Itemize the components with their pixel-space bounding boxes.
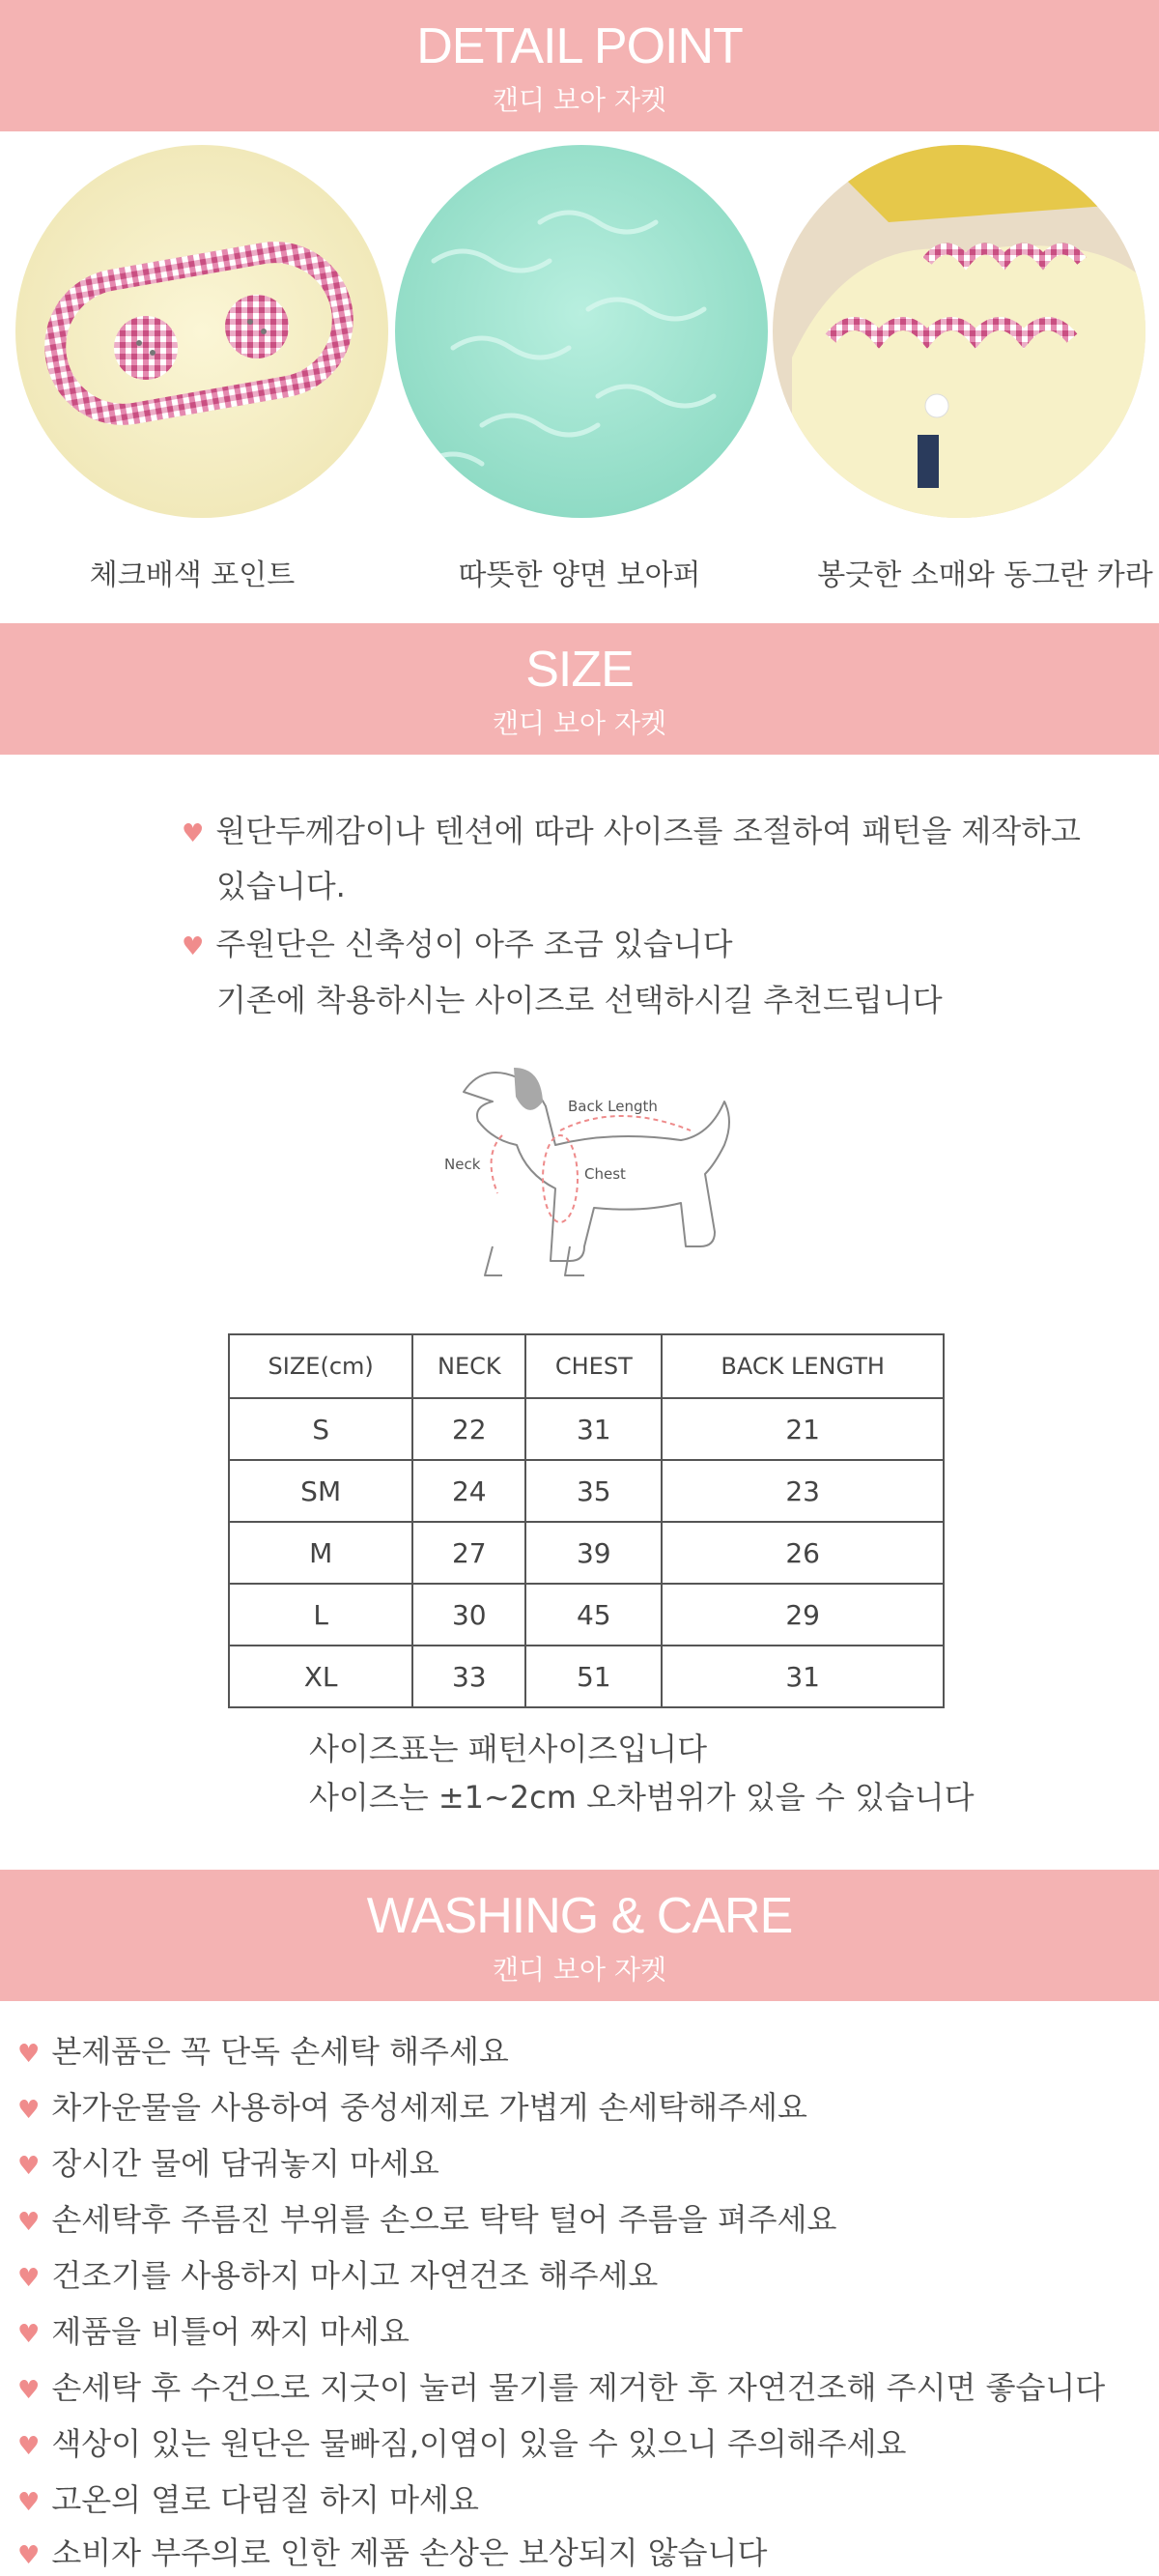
table-cell: 29 bbox=[662, 1584, 944, 1646]
header-chest: CHEST bbox=[525, 1334, 662, 1398]
detail-photo-fleece bbox=[395, 145, 768, 518]
header-back-length: BACK LENGTH bbox=[662, 1334, 944, 1398]
table-cell: 21 bbox=[662, 1398, 944, 1460]
table-cell: L bbox=[229, 1584, 412, 1646]
detail-point-title: DETAIL POINT bbox=[416, 18, 743, 74]
care-item: ♥ 장시간 물에 담궈놓지 마세요 bbox=[17, 2145, 439, 2182]
chest-label: Chest bbox=[584, 1165, 626, 1183]
table-cell: 24 bbox=[412, 1460, 525, 1522]
size-title: SIZE bbox=[525, 642, 634, 698]
table-cell: 26 bbox=[662, 1522, 944, 1584]
size-footnote-1: 사이즈표는 패턴사이즈입니다 bbox=[309, 1731, 708, 1767]
table-cell: XL bbox=[229, 1646, 412, 1707]
detail-point-header bbox=[0, 0, 1159, 131]
back-length-label: Back Length bbox=[568, 1098, 658, 1115]
table-cell: 22 bbox=[412, 1398, 525, 1460]
size-table bbox=[228, 1333, 945, 1708]
caption-check-trim: 체크배색 포인트 bbox=[89, 558, 296, 592]
table-cell: 33 bbox=[412, 1646, 525, 1707]
table-cell: 31 bbox=[525, 1398, 662, 1460]
heart-icon: ♥ bbox=[17, 2488, 41, 2517]
heart-icon: ♥ bbox=[17, 2208, 41, 2237]
heart-icon: ♥ bbox=[17, 2152, 41, 2181]
washing-care-title: WASHING & CARE bbox=[366, 1888, 793, 1944]
back-length-measure-line bbox=[560, 1116, 691, 1131]
table-row bbox=[229, 1398, 944, 1460]
size-table-header-row bbox=[229, 1334, 944, 1398]
heart-icon: ♥ bbox=[182, 819, 205, 848]
detail-photo-check-trim bbox=[15, 145, 388, 518]
size-note-2: ♥ 주원단은 신축성이 아주 조금 있습니다 bbox=[182, 926, 733, 962]
care-item: ♥ 본제품은 꼭 단독 손세탁 해주세요 bbox=[17, 2033, 509, 2070]
table-cell: S bbox=[229, 1398, 412, 1460]
size-note-1: ♥ 원단두께감이나 텐션에 따라 사이즈를 조절하여 패턴을 제작하고 bbox=[182, 813, 1081, 849]
size-note-1-cont: 있습니다. bbox=[216, 868, 346, 904]
size-subtitle: 캔디 보아 자켓 bbox=[492, 707, 667, 739]
header-size: SIZE(cm) bbox=[229, 1334, 412, 1398]
care-item: ♥ 색상이 있는 원단은 물빠짐,이염이 있을 수 있으니 주의해주세요 bbox=[17, 2425, 907, 2462]
heart-icon: ♥ bbox=[17, 2432, 41, 2461]
chest-measure-line bbox=[543, 1135, 578, 1222]
detail-photo-sleeve-collar bbox=[773, 145, 1145, 518]
care-item: ♥ 소비자 부주의로 인한 제품 손상은 보상되지 않습니다 bbox=[17, 2534, 768, 2571]
washing-care-header bbox=[0, 1870, 1159, 2001]
caption-fleece: 따뜻한 양면 보아퍼 bbox=[458, 558, 701, 592]
size-header bbox=[0, 623, 1159, 755]
table-cell: SM bbox=[229, 1460, 412, 1522]
washing-care-subtitle: 캔디 보아 자켓 bbox=[492, 1954, 667, 1986]
care-item: ♥ 고온의 열로 다림질 하지 마세요 bbox=[17, 2481, 479, 2518]
heart-icon: ♥ bbox=[17, 2320, 41, 2349]
detail-point-subtitle: 캔디 보아 자켓 bbox=[492, 84, 667, 116]
care-item: ♥ 차가운물을 사용하여 중성세제로 가볍게 손세탁해주세요 bbox=[17, 2089, 807, 2126]
table-cell: 23 bbox=[662, 1460, 944, 1522]
heart-icon: ♥ bbox=[17, 2541, 41, 2570]
dog-measurement-diagram bbox=[425, 1053, 753, 1295]
table-cell: 27 bbox=[412, 1522, 525, 1584]
heart-icon: ♥ bbox=[17, 2264, 41, 2293]
heart-icon: ♥ bbox=[182, 932, 205, 961]
care-item: ♥ 손세탁후 주름진 부위를 손으로 탁탁 털어 주름을 펴주세요 bbox=[17, 2201, 837, 2238]
heart-icon: ♥ bbox=[17, 2376, 41, 2405]
table-row bbox=[229, 1646, 944, 1707]
table-cell: 39 bbox=[525, 1522, 662, 1584]
care-item: ♥ 건조기를 사용하지 마시고 자연건조 해주세요 bbox=[17, 2257, 659, 2294]
table-cell: M bbox=[229, 1522, 412, 1584]
header-neck: NECK bbox=[412, 1334, 525, 1398]
size-footnote-2: 사이즈는 ±1~2cm 오차범위가 있을 수 있습니다 bbox=[309, 1779, 975, 1816]
caption-sleeve-collar: 봉긋한 소매와 동그란 카라 bbox=[817, 558, 1153, 592]
table-cell: 51 bbox=[525, 1646, 662, 1707]
table-cell: 45 bbox=[525, 1584, 662, 1646]
heart-icon: ♥ bbox=[17, 2040, 41, 2069]
heart-icon: ♥ bbox=[17, 2096, 41, 2125]
neck-label: Neck bbox=[444, 1156, 481, 1173]
dog-ear bbox=[514, 1068, 543, 1110]
table-cell: 35 bbox=[525, 1460, 662, 1522]
size-note-2-cont: 기존에 착용하시는 사이즈로 선택하시길 추천드립니다 bbox=[216, 982, 943, 1018]
care-item: ♥ 손세탁 후 수건으로 지긋이 눌러 물기를 제거한 후 자연건조해 주시면 좋습니다 bbox=[17, 2369, 1106, 2406]
table-row bbox=[229, 1460, 944, 1522]
table-row bbox=[229, 1522, 944, 1584]
neck-measure-line bbox=[492, 1135, 502, 1193]
table-cell: 30 bbox=[412, 1584, 525, 1646]
care-item: ♥ 제품을 비틀어 짜지 마세요 bbox=[17, 2313, 410, 2350]
table-row bbox=[229, 1584, 944, 1646]
table-cell: 31 bbox=[662, 1646, 944, 1707]
